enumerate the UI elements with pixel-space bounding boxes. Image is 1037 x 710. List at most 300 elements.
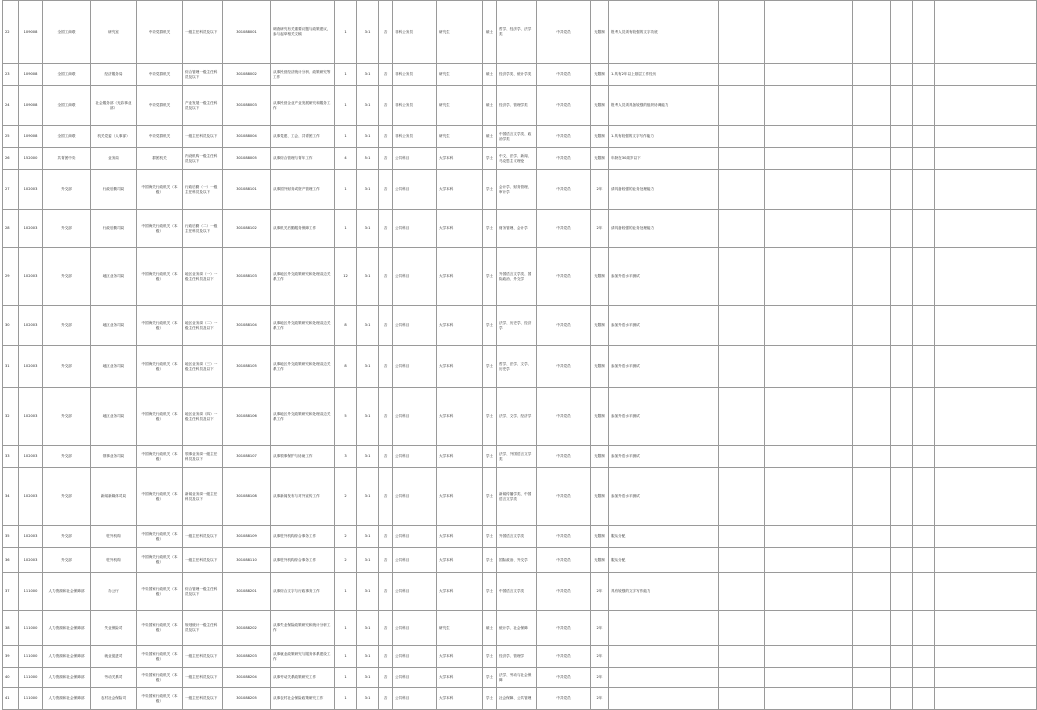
unit-level: 中央国家行政机关（本级） (137, 646, 183, 668)
post-code: 301088204 (223, 668, 271, 688)
education-req: 大学本科 (437, 468, 483, 526)
interview-ratio: 3:1 (357, 64, 379, 86)
extra-cell (765, 126, 853, 148)
dept-name: 外交部 (43, 388, 91, 446)
education-req: 大学本科 (437, 388, 483, 446)
extra-cell (853, 210, 891, 248)
unit-name: 行政后勤司局 (91, 210, 137, 248)
post-code: 301088201 (223, 573, 271, 611)
extra-cell (719, 86, 765, 126)
extra-cell (719, 346, 765, 388)
education-req: 大学本科 (437, 210, 483, 248)
extra-cell (853, 248, 891, 306)
extra-cell (891, 548, 913, 573)
post-description: 从事就业政策研究与服务体系建设工作 (271, 646, 335, 668)
major-req: 经济学、管理学 (497, 646, 537, 668)
politics-req: 中共党员 (537, 446, 591, 468)
exam-type: 公共科目 (393, 170, 437, 210)
extra-cell (935, 346, 1037, 388)
unit-level: 中国海关行政机关（本级） (137, 170, 183, 210)
politics-req: 中共党员 (537, 468, 591, 526)
extra-cell (913, 86, 935, 126)
job-table (2, 0, 1037, 710)
dept-code: 111000 (19, 573, 43, 611)
post-name: 综合管理一级主任科员及以下 (183, 64, 223, 86)
professional-test: 否 (379, 388, 393, 446)
dept-code: 109008 (19, 126, 43, 148)
extra-cell (765, 210, 853, 248)
post-code: 301088106 (223, 388, 271, 446)
remarks: 参加外语水平测试 (609, 388, 719, 446)
interview-ratio: 3:1 (357, 548, 379, 573)
remarks: 参加外语水平测试 (609, 468, 719, 526)
interview-ratio: 3:1 (357, 526, 379, 548)
grassroots-req: 2年 (591, 646, 609, 668)
post-name: 一级主任科员及以下 (183, 126, 223, 148)
extra-cell (913, 248, 935, 306)
dept-code: 102003 (19, 468, 43, 526)
post-code: 301088205 (223, 688, 271, 710)
post-description: 从事国外财务或资产管理工作 (271, 170, 335, 210)
degree-req: 硕士 (483, 64, 497, 86)
degree-req: 学士 (483, 646, 497, 668)
grassroots-req: 无限制 (591, 126, 609, 148)
major-req: 统计学、社会保障 (497, 611, 537, 646)
interview-ratio: 3:1 (357, 248, 379, 306)
post-name: 行政后勤（二）一级主任科员及以下 (183, 210, 223, 248)
table-row (3, 64, 1037, 86)
remarks: 报考人员须具备较强的组织协调能力 (609, 86, 719, 126)
row-number: 29 (3, 248, 19, 306)
extra-cell (719, 526, 765, 548)
unit-name: 失业保险司 (91, 611, 137, 646)
row-number: 40 (3, 668, 19, 688)
education-req: 研究生 (437, 64, 483, 86)
unit-name: 社会服务部（光彩事业部） (91, 86, 137, 126)
table-row (3, 688, 1037, 710)
extra-cell (853, 64, 891, 86)
hire-count: 1 (335, 611, 357, 646)
dept-code: 102003 (19, 526, 43, 548)
extra-cell (935, 646, 1037, 668)
grassroots-req: 无限制 (591, 388, 609, 446)
extra-cell (891, 126, 913, 148)
post-description: 从事综合文字与行政事务工作 (271, 573, 335, 611)
professional-test: 否 (379, 688, 393, 710)
unit-name: 办公厅 (91, 573, 137, 611)
professional-test: 否 (379, 346, 393, 388)
hire-count: 5 (335, 388, 357, 446)
hire-count: 1 (335, 126, 357, 148)
grassroots-req: 无限制 (591, 446, 609, 468)
extra-cell (853, 170, 891, 210)
dept-name: 外交部 (43, 526, 91, 548)
extra-cell (719, 248, 765, 306)
row-number: 30 (3, 306, 19, 346)
hire-count: 3 (335, 446, 357, 468)
extra-cell (853, 646, 891, 668)
professional-test: 否 (379, 306, 393, 346)
interview-ratio: 3:1 (357, 688, 379, 710)
professional-test: 否 (379, 86, 393, 126)
education-req: 大学本科 (437, 306, 483, 346)
degree-req: 学士 (483, 446, 497, 468)
dept-name: 共青团中央 (43, 148, 91, 170)
post-description: 从事驻外机构综合事务工作 (271, 526, 335, 548)
unit-level: 中央国家行政机关（本级） (137, 688, 183, 710)
unit-name: 驻外机构 (91, 526, 137, 548)
dept-code: 109008 (19, 1, 43, 64)
politics-req: 中共党员 (537, 170, 591, 210)
extra-cell (719, 148, 765, 170)
extra-cell (853, 126, 891, 148)
dept-code: 102003 (19, 388, 43, 446)
major-req: 新闻传播学类、中国语言文学类 (497, 468, 537, 526)
extra-cell (765, 688, 853, 710)
row-number: 25 (3, 126, 19, 148)
exam-type: 公共科目 (393, 548, 437, 573)
unit-name: 机关党委（人事部） (91, 126, 137, 148)
extra-cell (853, 86, 891, 126)
exam-type: 公共科目 (393, 526, 437, 548)
extra-cell (913, 1, 935, 64)
table-row (3, 170, 1037, 210)
degree-req: 硕士 (483, 611, 497, 646)
extra-cell (891, 468, 913, 526)
row-number: 37 (3, 573, 19, 611)
grassroots-req: 2年 (591, 210, 609, 248)
table-row (3, 1, 1037, 64)
extra-cell (935, 388, 1037, 446)
remarks: 1.具有2年以上基层工作经历 (609, 64, 719, 86)
unit-level: 中央党群机关 (137, 1, 183, 64)
extra-cell (913, 526, 935, 548)
major-req: 社会保障、公共管理 (497, 688, 537, 710)
dept-code: 109008 (19, 64, 43, 86)
extra-cell (891, 526, 913, 548)
unit-name: 新闻新媒体司局 (91, 468, 137, 526)
post-description: 从事失业保险政策研究和统计分析工作 (271, 611, 335, 646)
remarks: 1.具有较强的文字写作能力 (609, 126, 719, 148)
education-req: 大学本科 (437, 688, 483, 710)
post-code: 301088104 (223, 306, 271, 346)
education-req: 大学本科 (437, 446, 483, 468)
politics-req: 中共党员 (537, 646, 591, 668)
extra-cell (853, 446, 891, 468)
degree-req: 硕士 (483, 86, 497, 126)
post-code: 301088001 (223, 1, 271, 64)
extra-cell (935, 526, 1037, 548)
interview-ratio: 3:1 (357, 170, 379, 210)
post-name: 地区业务岗（三）一级主任科员及以下 (183, 346, 223, 388)
post-description: 从事领事保护与协助工作 (271, 446, 335, 468)
grassroots-req: 无限制 (591, 548, 609, 573)
politics-req: 中共党员 (537, 1, 591, 64)
unit-name: 地区业务司局 (91, 346, 137, 388)
extra-cell (719, 446, 765, 468)
row-number: 33 (3, 446, 19, 468)
extra-cell (935, 64, 1037, 86)
hire-count: 12 (335, 248, 357, 306)
dept-name: 外交部 (43, 248, 91, 306)
dept-name: 全国工商联 (43, 64, 91, 86)
extra-cell (765, 446, 853, 468)
education-req: 研究生 (437, 86, 483, 126)
exam-type: 公共科目 (393, 646, 437, 668)
hire-count: 1 (335, 668, 357, 688)
extra-cell (913, 446, 935, 468)
dept-name: 外交部 (43, 446, 91, 468)
degree-req: 学士 (483, 548, 497, 573)
grassroots-req: 2年 (591, 611, 609, 646)
exam-type: 公共科目 (393, 388, 437, 446)
degree-req: 学士 (483, 468, 497, 526)
education-req: 大学本科 (437, 646, 483, 668)
remarks (609, 668, 719, 688)
extra-cell (853, 611, 891, 646)
degree-req: 学士 (483, 148, 497, 170)
table-row (3, 611, 1037, 646)
extra-cell (913, 126, 935, 148)
extra-cell (719, 573, 765, 611)
post-description: 从事地区外交政策研究和处理双边关系工作 (271, 388, 335, 446)
extra-cell (913, 646, 935, 668)
unit-name: 经济服务局 (91, 64, 137, 86)
dept-code: 102003 (19, 210, 43, 248)
professional-test: 否 (379, 446, 393, 468)
extra-cell (765, 148, 853, 170)
post-name: 一级主任科员及以下 (183, 548, 223, 573)
interview-ratio: 3:1 (357, 611, 379, 646)
unit-name: 领事业务司局 (91, 446, 137, 468)
major-req: 哲学、经济学、法学类 (497, 1, 537, 64)
hire-count: 8 (335, 346, 357, 388)
extra-cell (913, 210, 935, 248)
extra-cell (765, 346, 853, 388)
unit-name: 研究室 (91, 1, 137, 64)
dept-code: 111000 (19, 646, 43, 668)
post-description: 从事机关后勤服务保障工作 (271, 210, 335, 248)
extra-cell (891, 1, 913, 64)
interview-ratio: 3:1 (357, 306, 379, 346)
extra-cell (935, 210, 1037, 248)
politics-req: 中共党员 (537, 346, 591, 388)
dept-name: 外交部 (43, 346, 91, 388)
professional-test: 否 (379, 248, 393, 306)
unit-name: 驻外机构 (91, 548, 137, 573)
unit-level: 中央国家行政机关（本级） (137, 668, 183, 688)
extra-cell (935, 248, 1037, 306)
grassroots-req: 无限制 (591, 468, 609, 526)
extra-cell (935, 688, 1037, 710)
row-number: 41 (3, 688, 19, 710)
dept-name: 外交部 (43, 210, 91, 248)
dept-name: 外交部 (43, 468, 91, 526)
major-req: 哲学、法学、文学、历史学 (497, 346, 537, 388)
exam-type: 非科公务员 (393, 64, 437, 86)
exam-type: 公共科目 (393, 248, 437, 306)
table-row (3, 210, 1037, 248)
education-req: 研究生 (437, 1, 483, 64)
degree-req: 硕士 (483, 126, 497, 148)
interview-ratio: 3:1 (357, 210, 379, 248)
exam-type: 非科公务员 (393, 86, 437, 126)
post-code: 301088004 (223, 126, 271, 148)
dept-code: 102003 (19, 548, 43, 573)
table-row (3, 346, 1037, 388)
extra-cell (935, 668, 1037, 688)
table-row (3, 573, 1037, 611)
extra-cell (935, 573, 1037, 611)
interview-ratio: 3:1 (357, 1, 379, 64)
extra-cell (853, 548, 891, 573)
extra-cell (719, 688, 765, 710)
unit-name: 业务局 (91, 148, 137, 170)
dept-code: 102003 (19, 346, 43, 388)
exam-type: 公共科目 (393, 346, 437, 388)
interview-ratio: 3:1 (357, 446, 379, 468)
education-req: 研究生 (437, 611, 483, 646)
row-number: 28 (3, 210, 19, 248)
education-req: 研究生 (437, 126, 483, 148)
exam-type: 公共科目 (393, 148, 437, 170)
extra-cell (913, 468, 935, 526)
degree-req: 学士 (483, 248, 497, 306)
table-row (3, 468, 1037, 526)
unit-level: 中央党群机关 (137, 64, 183, 86)
professional-test: 否 (379, 548, 393, 573)
interview-ratio: 3:1 (357, 346, 379, 388)
interview-ratio: 3:1 (357, 668, 379, 688)
exam-type: 公共科目 (393, 611, 437, 646)
post-code: 301088108 (223, 468, 271, 526)
post-name: 领事业务岗一级主任科员及以下 (183, 446, 223, 468)
dept-name: 全国工商联 (43, 1, 91, 64)
extra-cell (719, 210, 765, 248)
extra-cell (913, 170, 935, 210)
hire-count: 2 (335, 548, 357, 573)
extra-cell (913, 388, 935, 446)
professional-test: 否 (379, 573, 393, 611)
extra-cell (913, 548, 935, 573)
extra-cell (891, 611, 913, 646)
extra-cell (935, 468, 1037, 526)
exam-type: 公共科目 (393, 306, 437, 346)
post-description: 从事农村社会保险政策研究工作 (271, 688, 335, 710)
politics-req: 中共党员 (537, 688, 591, 710)
extra-cell (935, 1, 1037, 64)
extra-cell (719, 646, 765, 668)
education-req: 大学本科 (437, 148, 483, 170)
extra-cell (891, 306, 913, 346)
major-req: 经济学、管理学类 (497, 86, 537, 126)
post-name: 一级主任科员及以下 (183, 668, 223, 688)
major-req: 财务管理、会计学 (497, 210, 537, 248)
extra-cell (853, 688, 891, 710)
extra-cell (913, 688, 935, 710)
dept-code: 111000 (19, 611, 43, 646)
remarks: 报考人员须有较强的文字功底 (609, 1, 719, 64)
post-description: 从事民营企业产业发展研究和服务工作 (271, 86, 335, 126)
extra-cell (765, 668, 853, 688)
extra-cell (913, 573, 935, 611)
exam-type: 公共科目 (393, 688, 437, 710)
extra-cell (719, 64, 765, 86)
post-description: 从事地区外交政策研究和处理双边关系工作 (271, 306, 335, 346)
dept-name: 外交部 (43, 170, 91, 210)
interview-ratio: 3:1 (357, 468, 379, 526)
extra-cell (913, 346, 935, 388)
unit-name: 地区业务司局 (91, 306, 137, 346)
extra-cell (891, 668, 913, 688)
remarks: 参加外语水平测试 (609, 306, 719, 346)
professional-test: 否 (379, 126, 393, 148)
extra-cell (891, 210, 913, 248)
extra-cell (935, 126, 1037, 148)
degree-req: 硕士 (483, 1, 497, 64)
post-code: 301088102 (223, 210, 271, 248)
remarks: 年龄在30周岁以下 (609, 148, 719, 170)
unit-level: 中国海关行政机关（本级） (137, 468, 183, 526)
remarks: 服从分配 (609, 526, 719, 548)
professional-test: 否 (379, 468, 393, 526)
major-req: 外国语言文学类、国际政治、外交学 (497, 248, 537, 306)
hire-count: 1 (335, 646, 357, 668)
interview-ratio: 3:1 (357, 646, 379, 668)
post-code: 301088101 (223, 170, 271, 210)
unit-level: 中央党群机关 (137, 126, 183, 148)
grassroots-req: 2年 (591, 170, 609, 210)
professional-test: 否 (379, 170, 393, 210)
extra-cell (935, 548, 1037, 573)
extra-cell (913, 668, 935, 688)
major-req: 中国语言文学类、政治学类 (497, 126, 537, 148)
extra-cell (719, 548, 765, 573)
politics-req: 中共党员 (537, 64, 591, 86)
unit-level: 中国海关行政机关（本级） (137, 210, 183, 248)
table-row (3, 148, 1037, 170)
post-name: 地区业务岗（二）一级主任科员及以下 (183, 306, 223, 346)
post-description: 从事民营经济统计分析、政策研究等工作 (271, 64, 335, 86)
dept-name: 全国工商联 (43, 86, 91, 126)
major-req: 法学、历史学、经济学 (497, 306, 537, 346)
extra-cell (891, 573, 913, 611)
extra-cell (853, 306, 891, 346)
table-row (3, 446, 1037, 468)
unit-name: 地区业务司局 (91, 388, 137, 446)
remarks: 具有较强的文字写作能力 (609, 573, 719, 611)
dept-code: 102003 (19, 170, 43, 210)
hire-count: 8 (335, 306, 357, 346)
extra-cell (935, 170, 1037, 210)
post-description: 从事地区外交政策研究和处理双边关系工作 (271, 346, 335, 388)
extra-cell (935, 446, 1037, 468)
unit-level: 中国海关行政机关（本级） (137, 446, 183, 468)
post-description: 调查研究有关重要议题与政策建议，参与起草相关文稿 (271, 1, 335, 64)
remarks: 服从分配 (609, 548, 719, 573)
politics-req: 中共党员 (537, 126, 591, 148)
hire-count: 1 (335, 170, 357, 210)
education-req: 大学本科 (437, 346, 483, 388)
education-req: 大学本科 (437, 668, 483, 688)
extra-cell (765, 573, 853, 611)
extra-cell (853, 468, 891, 526)
extra-cell (719, 611, 765, 646)
post-code: 301088105 (223, 346, 271, 388)
dept-name: 人力资源和社会保障部 (43, 688, 91, 710)
grassroots-req: 无限制 (591, 1, 609, 64)
table-row (3, 126, 1037, 148)
